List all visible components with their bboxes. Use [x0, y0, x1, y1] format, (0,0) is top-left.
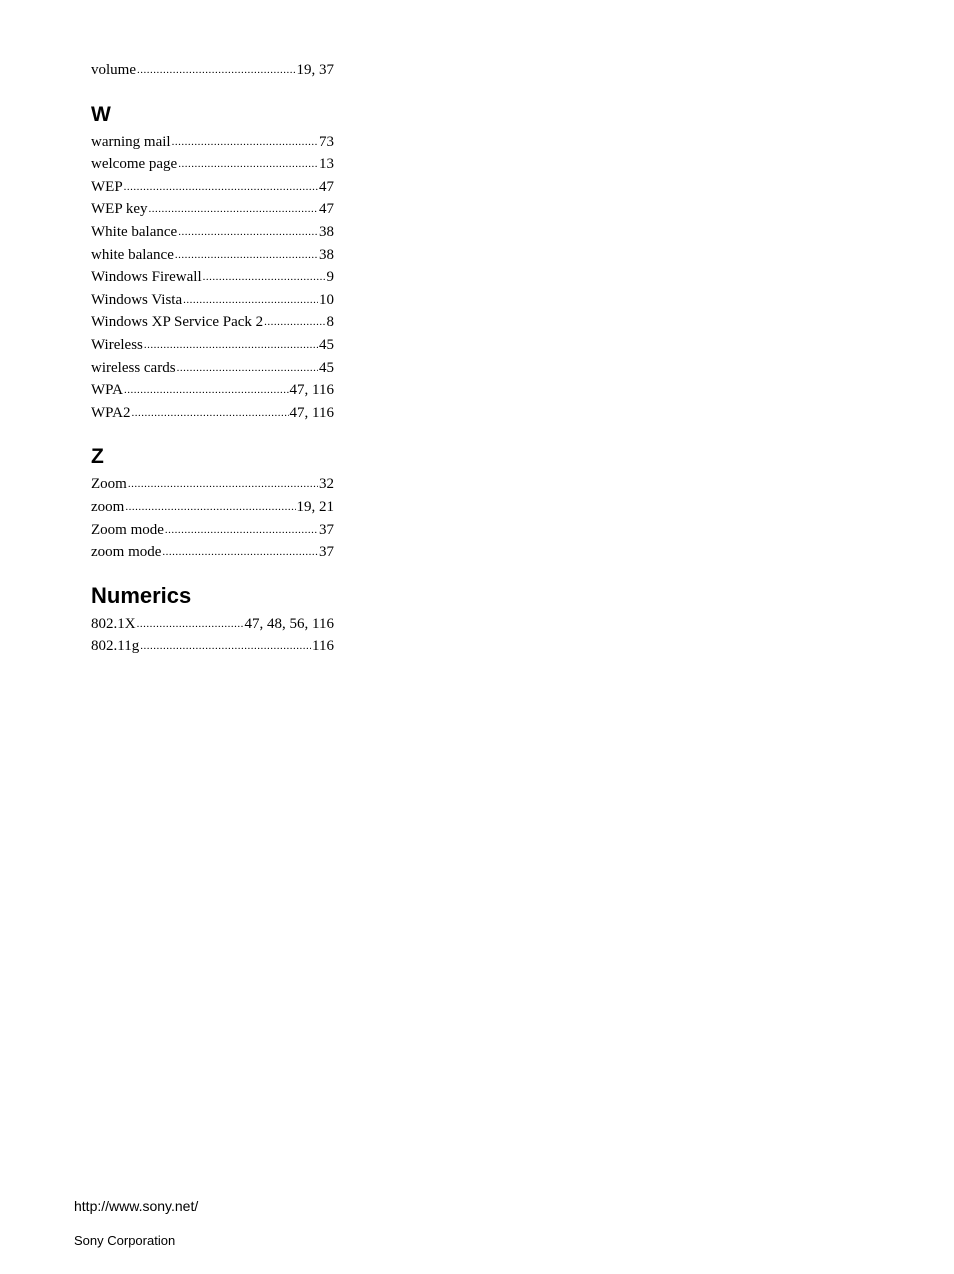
- index-entry: [91, 337, 334, 360]
- index-pages: 47: [319, 178, 334, 195]
- index-pages: 19, 21: [296, 498, 334, 515]
- dot-leader: [172, 136, 318, 148]
- index-term: Windows Vista: [91, 291, 183, 308]
- dot-leader: [131, 407, 288, 419]
- index-term: 802.11g: [91, 638, 140, 655]
- index-term: welcome page: [91, 156, 178, 173]
- index-term: WPA2: [91, 404, 131, 421]
- index-term: wireless cards: [91, 359, 176, 376]
- dot-leader: [125, 501, 295, 513]
- dot-leader: [165, 524, 318, 536]
- index-pages: 8: [326, 314, 334, 331]
- index-entry: [91, 292, 334, 315]
- index-entry: [91, 638, 334, 661]
- index-term: warning mail: [91, 133, 171, 150]
- index-entry: [91, 314, 334, 337]
- section-heading: Numerics: [91, 582, 192, 608]
- dot-leader: [177, 362, 318, 374]
- index-term: WEP key: [91, 201, 148, 218]
- index-section-v: [91, 62, 334, 85]
- index-entry: [91, 247, 334, 270]
- dot-leader: [175, 249, 318, 261]
- section-heading: W: [91, 102, 111, 126]
- index-column: [91, 62, 334, 661]
- index-term: White balance: [91, 223, 178, 240]
- index-entry: [91, 269, 334, 292]
- index-pages: 19, 37: [296, 62, 334, 78]
- index-term: Wireless: [91, 336, 143, 353]
- index-section-w: [91, 85, 334, 428]
- index-term: WEP: [91, 178, 123, 195]
- index-pages: 37: [319, 544, 334, 561]
- index-pages: 116: [312, 638, 334, 655]
- index-pages: 73: [319, 133, 334, 150]
- index-pages: 45: [319, 336, 334, 353]
- index-pages: 47: [319, 201, 334, 218]
- index-term: white balance: [91, 246, 174, 263]
- index-term: Zoom mode: [91, 521, 164, 538]
- index-term: 802.1X: [91, 615, 136, 632]
- index-pages: 45: [319, 359, 334, 376]
- index-pages: 47, 116: [289, 404, 334, 421]
- dot-leader: [144, 339, 318, 351]
- index-term: volume: [91, 62, 136, 78]
- index-entry: [91, 522, 334, 545]
- index-pages: 32: [319, 476, 334, 493]
- index-term: Windows Firewall: [91, 269, 202, 286]
- footer-company: Sony Corporation: [74, 1233, 176, 1248]
- dot-leader: [178, 158, 318, 170]
- index-entry: [91, 134, 334, 157]
- dot-leader: [264, 316, 325, 328]
- dot-leader: [137, 64, 296, 76]
- index-pages: 38: [319, 246, 334, 263]
- index-pages: 10: [319, 291, 334, 308]
- index-entry: [91, 382, 334, 405]
- index-entry: [91, 544, 334, 567]
- index-term: zoom mode: [91, 544, 162, 561]
- dot-leader: [140, 640, 311, 652]
- index-pages: 9: [326, 269, 334, 286]
- dot-leader: [203, 271, 326, 283]
- dot-leader: [178, 226, 318, 238]
- index-entry: [91, 62, 334, 85]
- index-section-z: [91, 427, 334, 566]
- index-entry: [91, 179, 334, 202]
- index-entry: [91, 201, 334, 224]
- index-entry: [91, 156, 334, 179]
- dot-leader: [124, 384, 289, 396]
- index-entry: [91, 499, 334, 522]
- dot-leader: [162, 546, 318, 558]
- index-pages: 37: [319, 521, 334, 538]
- footer-url: http://www.sony.net/: [74, 1198, 199, 1214]
- section-heading: Z: [91, 445, 104, 469]
- index-section-numerics: [91, 567, 334, 661]
- dot-leader: [183, 294, 318, 306]
- index-pages: 13: [319, 156, 334, 173]
- index-entry: [91, 360, 334, 383]
- dot-leader: [124, 181, 318, 193]
- index-pages: 47, 48, 56, 116: [244, 615, 334, 632]
- index-entry: [91, 224, 334, 247]
- index-entry: [91, 616, 334, 639]
- index-term: WPA: [91, 382, 123, 399]
- index-entry: [91, 405, 334, 428]
- dot-leader: [149, 203, 318, 215]
- index-term: Zoom: [91, 476, 127, 493]
- index-pages: 38: [319, 223, 334, 240]
- dot-leader: [128, 478, 318, 490]
- index-pages: 47, 116: [289, 382, 334, 399]
- index-entry: [91, 476, 334, 499]
- index-term: zoom: [91, 498, 125, 515]
- index-term: Windows XP Service Pack 2: [91, 314, 264, 331]
- dot-leader: [137, 618, 244, 630]
